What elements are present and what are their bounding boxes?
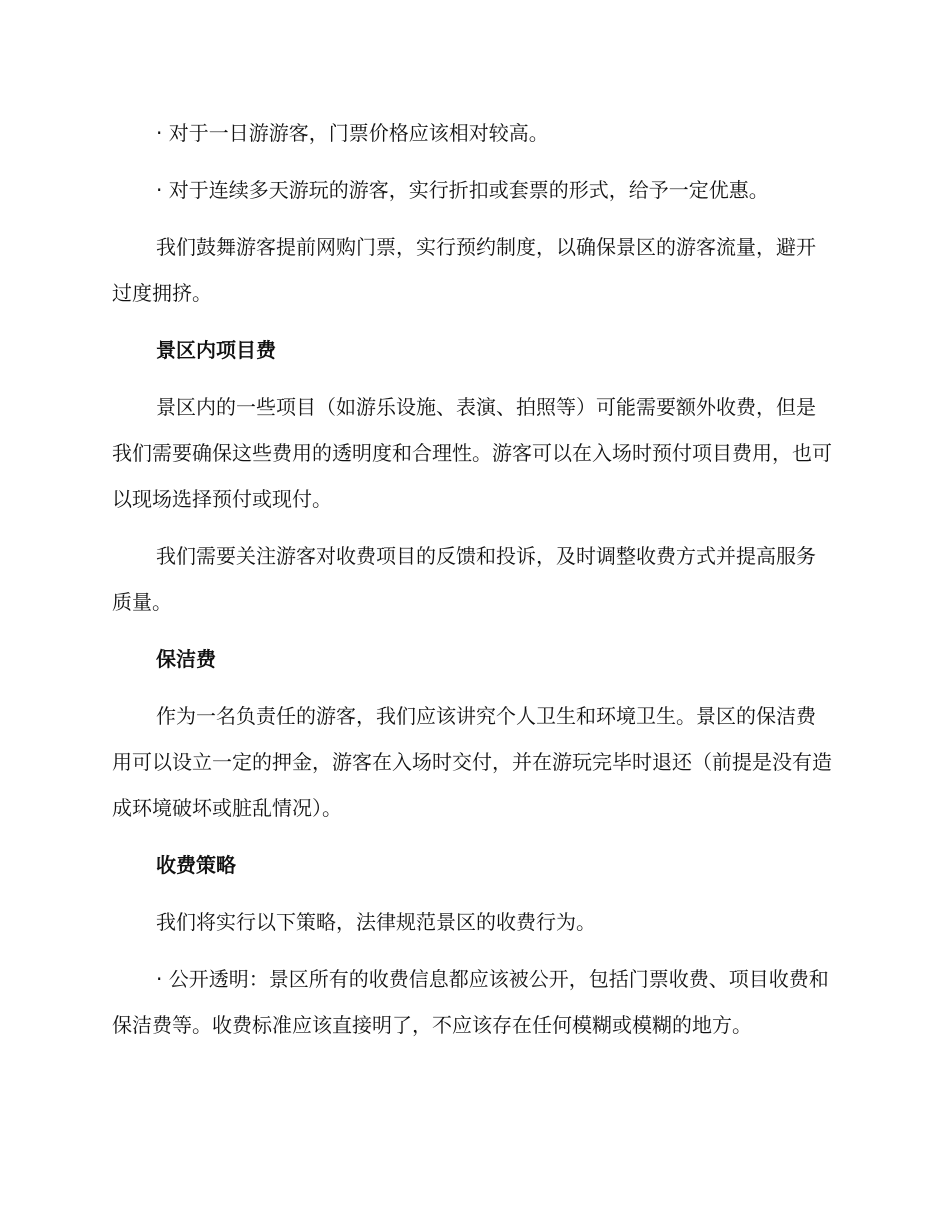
paragraph-feedback: 我们需要关注游客对收费项目的反馈和投诉，及时调整收费方式并提高服务质量。	[112, 544, 816, 614]
paragraph-strategy-intro: 我们将实行以下策略，法律规范景区的收费行为。	[156, 910, 596, 934]
heading-cleaning-fee: 保洁费	[156, 647, 216, 671]
paragraph-online-booking: 我们鼓舞游客提前网购门票，实行预约制度，以确保景区的游客流量，避开过度拥挤。	[112, 235, 816, 305]
heading-project-fee: 景区内项目费	[156, 338, 276, 362]
paragraph-cleaning-fee: 作为一名负责任的游客，我们应该讲究个人卫生和环境卫生。景区的保洁费用可以设立一定的押金，游客在入场时交付，并在游玩完毕时退还（前提是没有造成环境破坏或脏乱情况）。	[112, 704, 832, 820]
bullet-one-day-ticket: · 对于一日游游客，门票价格应该相对较高。	[156, 121, 549, 145]
heading-fee-strategy: 收费策略	[156, 853, 236, 877]
bullet-multi-day-discount: · 对于连续多天游玩的游客，实行折扣或套票的形式，给予一定优惠。	[156, 178, 769, 202]
bullet-transparency: · 公开透明：景区所有的收费信息都应该被公开，包括门票收费、项目收费和保洁费等。收费标准应该直接明了，不应该存在任何模糊或模糊的地方。	[112, 967, 829, 1037]
paragraph-project-fee: 景区内的一些项目（如游乐设施、表演、拍照等）可能需要额外收费，但是我们需要确保这些费用的透明度和合理性。游客可以在入场时预付项目费用，也可以现场选择预付或现付。	[112, 395, 832, 511]
document-page	[112, 110, 832, 1059]
